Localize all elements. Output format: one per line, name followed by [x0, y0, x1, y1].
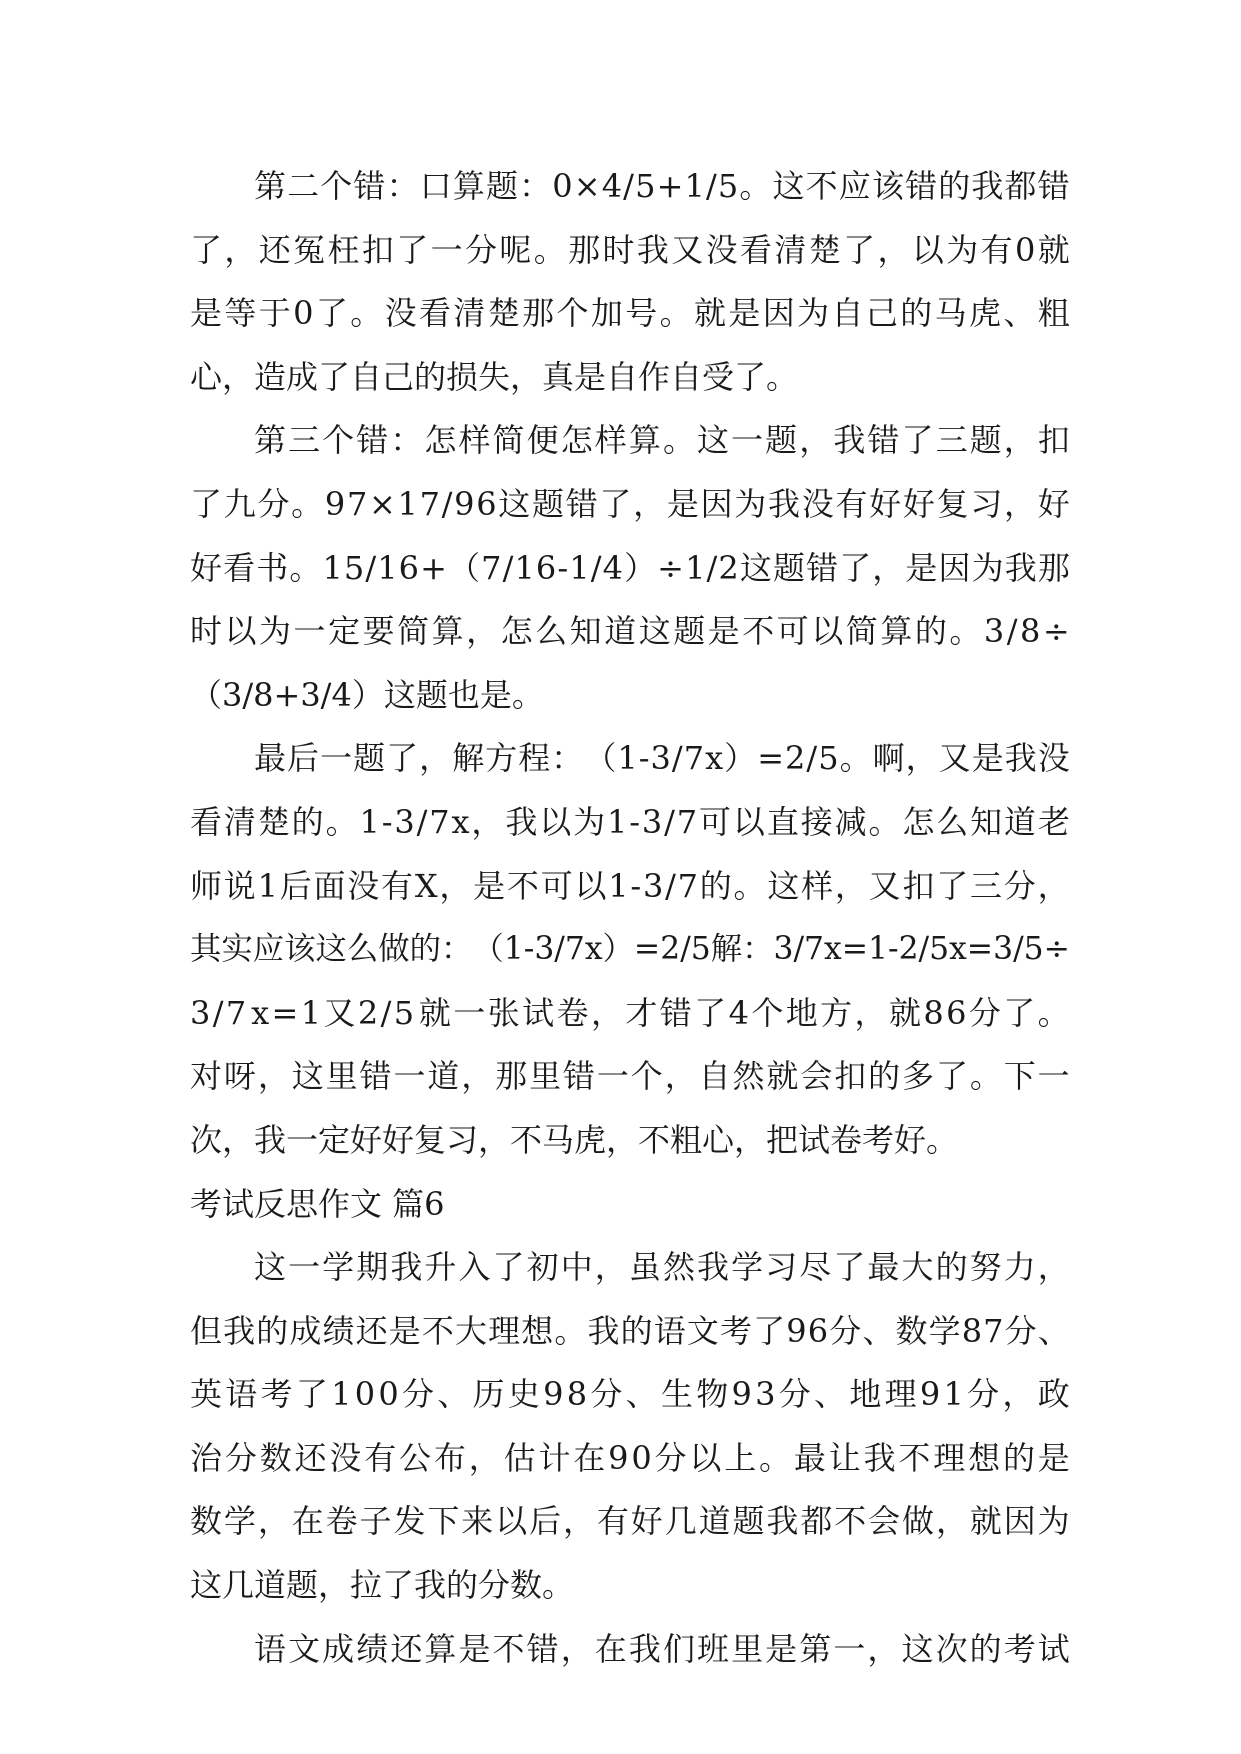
- text-line: 心，造成了自己的损失，真是自作自受了。: [190, 357, 799, 396]
- text-line: 3 / 7 x = 1 又 2 / 5 就 一 张 试 卷 ， 才 错 了 4 个 地 方 ， 就 8 6 分 了 。: [190, 993, 1070, 1032]
- text-line: 对 呀 ， 这 里 错 一 道 ， 那 里 错 一 个 ， 自 然 就 会 扣 的 多 了 。 下 一: [190, 1057, 1070, 1096]
- text-line: 了 ， 还 冤 枉 扣 了 一 分 呢 。 那 时 我 又 没 看 清 楚 了 ， 以 为 有 0 就: [190, 230, 1070, 269]
- text-line: 治 分 数 还 没 有 公 布 ， 估 计 在 9 0 分 以 上 。 最 让 我 不 理 想 的 是: [190, 1438, 1070, 1477]
- document-body: [190, 155, 1070, 1681]
- text-line: 最 后 一 题 了 ， 解 方 程 ： （ 1 - 3 / 7 x ） = 2 / 5 。 啊 ， 又 是 我 没: [254, 739, 1070, 778]
- text-line: 好 看 书 。 1 5 / 1 6 + （ 7 / 1 6 - 1 / 4 ） ÷ 1 / 2 这 题 错 了 ， 是 因 为 我 那: [190, 548, 1070, 587]
- text-line: 时 以 为 一 定 要 简 算 ， 怎 么 知 道 这 题 是 不 可 以 简 算 的 。 3 / 8 ÷: [190, 612, 1070, 651]
- text-line: 但 我 的 成 绩 还 是 不 大 理 想 。 我 的 语 文 考 了 9 6 分 、 数 学 8 7 分 、: [190, 1311, 1070, 1350]
- text-line: 数 学 ， 在 卷 子 发 下 来 以 后 ， 有 好 几 道 题 我 都 不 会 做 ， 就 因 为: [190, 1502, 1070, 1541]
- text-line: 次，我一定好好复习，不马虎，不粗心，把试卷考好。: [190, 1120, 959, 1159]
- text-line: 师 说 1 后 面 没 有 X ， 是 不 可 以 1 - 3 / 7 的 。 这 样 ， 又 扣 了 三 分 ，: [190, 866, 1070, 905]
- text-line: 语 文 成 绩 还 算 是 不 错 ， 在 我 们 班 里 是 第 一 ， 这 次 的 考 试: [254, 1629, 1070, 1668]
- text-line: 第 三 个 错 ： 怎 样 简 便 怎 样 算 。 这 一 题 ， 我 错 了 三 题 ， 扣: [254, 421, 1070, 460]
- text-line: 这 一 学 期 我 升 入 了 初 中 ， 虽 然 我 学 习 尽 了 最 大 的 努 力 ，: [254, 1248, 1070, 1287]
- text-line: 看 清 楚 的 。 1 - 3 / 7 x ， 我 以 为 1 - 3 / 7 可 以 直 接 减 。 怎 么 知 道 老: [190, 802, 1070, 841]
- section-heading: 考试反思作文 篇6: [190, 1184, 445, 1223]
- text-line: 英 语 考 了 1 0 0 分 、 历 史 9 8 分 、 生 物 9 3 分 、 地 理 9 1 分 ， 政: [190, 1375, 1070, 1414]
- text-line: （3/8+3/4）这题也是。: [190, 675, 544, 714]
- text-line: 了 九 分 。 9 7 × 1 7 / 9 6 这 题 错 了 ， 是 因 为 我 没 有 好 好 复 习 ， 好: [190, 484, 1070, 523]
- text-line: 第 二 个 错 ： 口 算 题 ： 0 × 4 / 5 + 1 / 5 。 这 不 应 该 错 的 我 都 错: [254, 167, 1070, 205]
- text-line: 其 实 应 该 这 么 做 的 ： （ 1 - 3 / 7 x ） = 2 / 5 解 ： 3 / 7 x = 1 - 2 / 5 x = 3 / 5 ÷: [190, 931, 1070, 968]
- text-line: 这几道题，拉了我的分数。: [190, 1566, 575, 1605]
- text-line: 是 等 于 0 了 。 没 看 清 楚 那 个 加 号 。 就 是 因 为 自 己 的 马 虎 、 粗: [190, 294, 1070, 333]
